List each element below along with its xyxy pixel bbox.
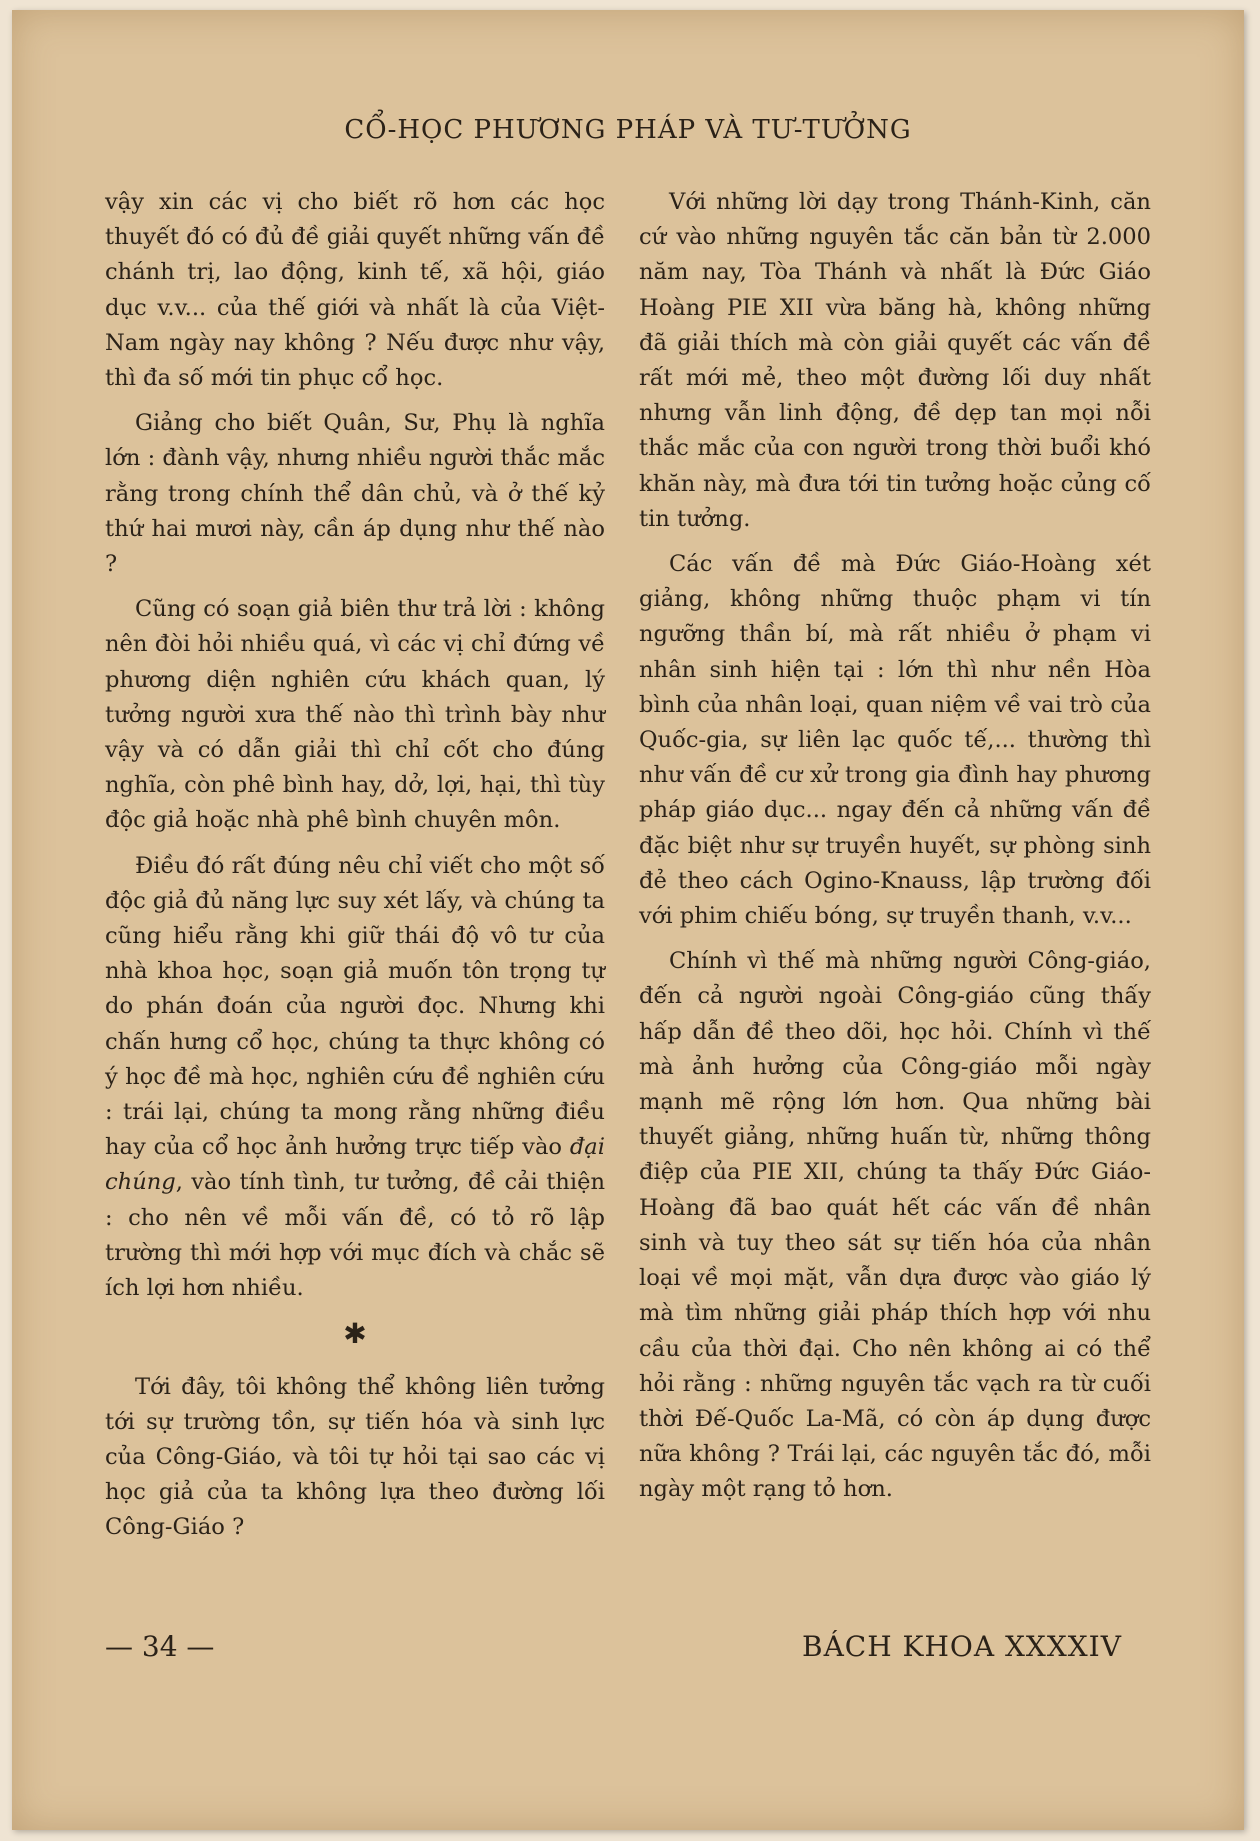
paragraph xyxy=(105,849,605,1307)
magazine-page xyxy=(12,10,1244,1830)
page-header-title: CỔ-HỌC PHƯƠNG PHÁP VÀ TƯ-TƯỞNG xyxy=(344,115,912,145)
publication-name: BÁCH KHOA XXXXIV xyxy=(802,1630,1122,1663)
paragraph: Giảng cho biết Quân, Sư, Phụ là nghĩa lớn : đành vậy, nhưng nhiều người thắc mắc rằng trong chính thể dân chủ, và ở thế kỷ thứ hai mươi này, cần áp dụng như thế nào ? xyxy=(105,410,605,578)
emphasis-text: đại chúng xyxy=(105,1134,605,1196)
page-number: — 34 — xyxy=(105,1630,215,1663)
paragraph: Với những lời dạy trong Thánh-Kinh, căn cứ vào những nguyên tắc căn bản từ 2.000 năm nay, Tòa Thánh và nhất là Đức Giáo Hoàng PIE XII vừa băng hà, không những đã giải thích mà còn giải quyết các vấn đề rất mới mẻ, theo một đường lối duy nhất nhưng vẫn linh động, đề dẹp tan mọi nỗi thắc mắc của con người trong thời buổi khó khăn này, mà đưa tới tin tưởng hoặc củng cố tin tưởng. xyxy=(639,189,1151,532)
left-column xyxy=(105,185,605,1556)
section-separator-icon: ✱ xyxy=(343,1317,367,1351)
paragraph-text: Điều đó rất đúng nêu chỉ viết cho một số độc giả đủ năng lực suy xét lấy, và chúng ta cũng hiểu rằng khi giữ thái độ vô tư của nhà khoa học, soạn giả muốn tôn trọng tự do phán đoán của người đọc. Nhưng khi chấn hưng cổ học, chúng ta thực không có ý học đề mà học, nghiên cứu đề nghiên cứu : trái lại, chúng ta mong rằng những điều hay của cổ học ảnh hưởng trực tiếp vào xyxy=(105,852,605,1161)
paragraph: Tới đây, tôi không thể không liên tưởng tới sự trường tồn, sự tiến hóa và sinh lực của Công-Giáo, và tôi tự hỏi tại sao các vị học giả của ta không lựa theo đường lối Công-Giáo ? xyxy=(105,1373,605,1541)
paragraph-text: , vào tính tình, tư tưởng, đề cải thiện : cho nên về mỗi vấn đề, có tỏ rõ lập trường thì mới hợp với mục đích và chắc sẽ ích lợi hơn nhiều. xyxy=(105,1169,605,1302)
paragraph: Các vấn đề mà Đức Giáo-Hoàng xét giảng, không những thuộc phạm vi tín ngưỡng thần bí, mà rất nhiều ở phạm vi nhân sinh hiện tại : lớn thì như nền Hòa bình của nhân loại, quan niệm về vai trò của Quốc-gia, sự liên lạc quốc tế,... thường thì như vấn đề cư xử trong gia đình hay phương pháp giáo dục... ngay đến cả những vấn đề đặc biệt như sự truyền huyết, sự phòng sinh đẻ theo cách Ogino-Knauss, lập trường đối với phim chiếu bóng, sự truyền thanh, v.v... xyxy=(639,551,1151,930)
paragraph: vậy xin các vị cho biết rõ hơn các học thuyết đó có đủ đề giải quyết những vấn đề chánh trị, lao động, kinh tế, xã hội, giáo dục v.v... của thế giới và nhất là của Việt-Nam ngày nay không ? Nếu được như vậy, thì đa số mới tin phục cổ học. xyxy=(105,189,605,392)
right-column xyxy=(639,185,1151,1518)
paragraph: Cũng có soạn giả biên thư trả lời : không nên đòi hỏi nhiều quá, vì các vị chỉ đứng về phương diện nghiên cứu khách quan, lý tưởng người xưa thế nào thì trình bày như vậy và có dẫn giải thì chỉ cốt cho đúng nghĩa, còn phê bình hay, dở, lợi, hại, thì tùy độc giả hoặc nhà phê bình chuyên môn. xyxy=(105,596,605,834)
paragraph: Chính vì thế mà những người Công-giáo, đến cả người ngoài Công-giáo cũng thấy hấp dẫn đề theo dõi, học hỏi. Chính vì thế mà ảnh hưởng của Công-giáo mỗi ngày mạnh mẽ rộng lớn hơn. Qua những bài thuyết giảng, những huấn từ, những thông điệp của PIE XII, chúng ta thấy Đức Giáo-Hoàng đã bao quát hết các vấn đề nhân sinh và tuy theo sát sự tiến hóa của nhân loại về mọi mặt, vẫn dựa được vào giáo lý mà tìm những giải pháp thích hợp với nhu cầu của thời đại. Cho nên không ai có thể hỏi rằng : những nguyên tắc vạch ra từ cuối thời Đế-Quốc La-Mã, có còn áp dụng được nữa không ? Trái lại, các nguyên tắc đó, mỗi ngày một rạng tỏ hơn. xyxy=(639,948,1151,1503)
